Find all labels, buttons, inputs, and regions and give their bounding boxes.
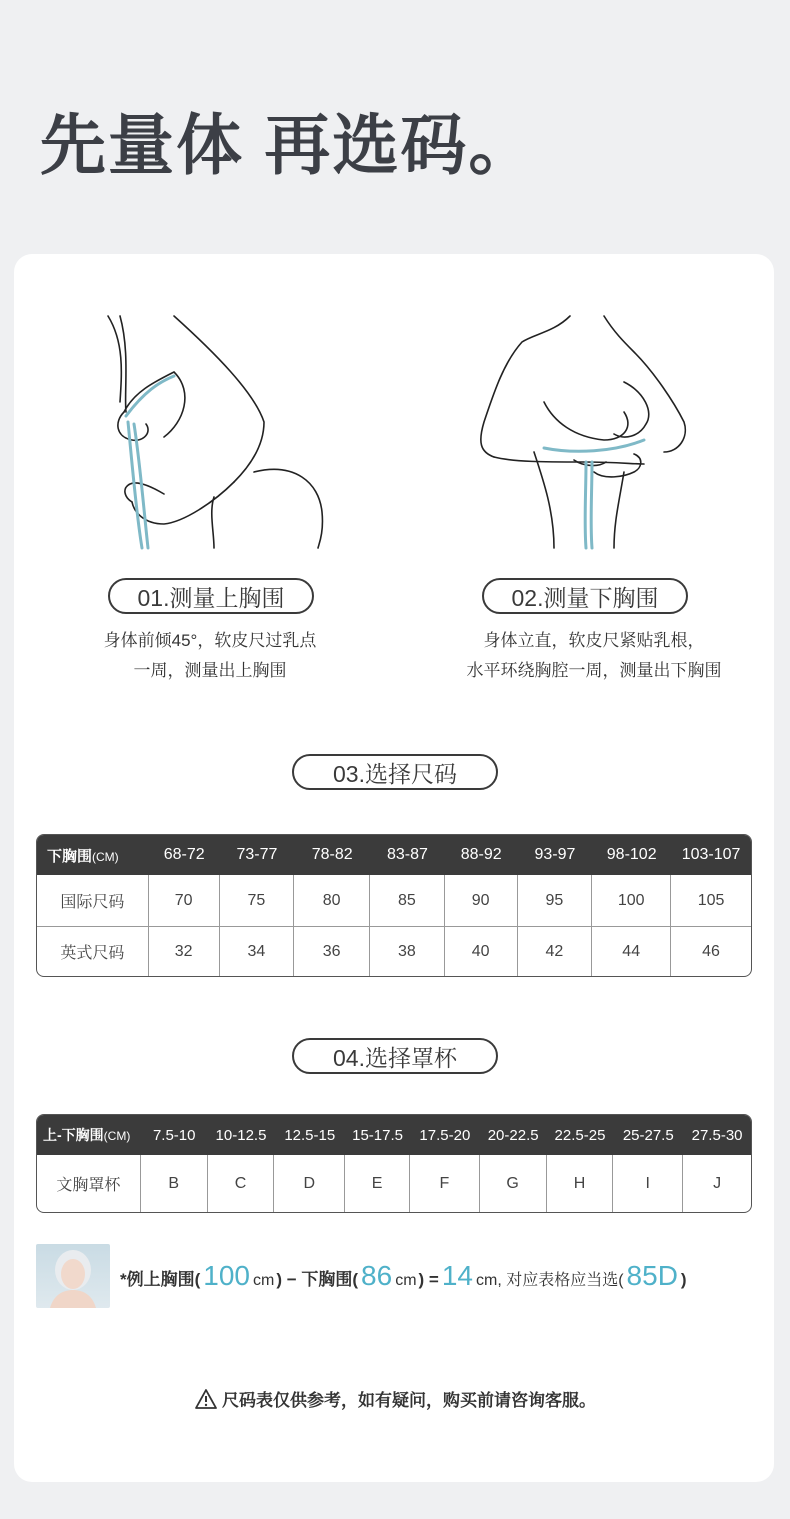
- table-cell: C: [208, 1155, 275, 1212]
- table-cell: I: [613, 1155, 683, 1212]
- example-eq: ) =: [418, 1270, 439, 1289]
- example-calculation: [36, 1244, 687, 1308]
- warning-icon: [194, 1388, 218, 1410]
- example-upper-value: 100: [203, 1260, 250, 1291]
- table-cell: 75: [220, 875, 295, 927]
- table-cell: J: [713, 1174, 722, 1192]
- size-col: 78-82: [294, 835, 370, 875]
- size-col: 103-107: [671, 835, 751, 875]
- step-3-label: 03.选择尺码: [292, 754, 498, 790]
- disclaimer: [0, 1386, 790, 1411]
- page-headline: 先量体 再选码。: [40, 108, 537, 182]
- example-unit: cm: [253, 1272, 275, 1289]
- cup-col: 17.5-20: [410, 1115, 480, 1155]
- example-diff-value: 14: [441, 1260, 473, 1291]
- size-col: 88-92: [445, 835, 518, 875]
- table-cell: 90: [445, 875, 518, 927]
- cup-col: 22.5-25: [547, 1115, 614, 1155]
- cup-col: 10-12.5: [208, 1115, 275, 1155]
- row-label: 文胸罩杯: [37, 1155, 141, 1212]
- example-prefix: *例上胸围(: [120, 1270, 201, 1289]
- table-cell: B: [141, 1155, 208, 1212]
- cup-col: 15-17.5: [345, 1115, 410, 1155]
- table-cell: 38: [370, 927, 445, 976]
- size-col: 98-102: [592, 835, 671, 875]
- step-1-description: 身体前倾45°，软皮尺过乳点 一周，测量出上胸围: [103, 631, 317, 680]
- table-cell: 85: [370, 875, 445, 927]
- table-cell: G: [480, 1155, 547, 1212]
- cup-col: 12.5-15: [274, 1115, 345, 1155]
- example-lower-value: 86: [361, 1260, 393, 1291]
- table-cell: 80: [294, 875, 370, 927]
- cup-header-title: 上-下胸围(CM): [37, 1115, 141, 1155]
- table-cell: 40: [445, 927, 518, 976]
- step-1-label: 01.测量上胸围: [108, 578, 314, 614]
- cup-table: [36, 1114, 752, 1213]
- table-cell: 32: [149, 927, 220, 976]
- step-2-description: 身体立直，软皮尺紧贴乳根， 水平环绕胸腔一周，测量出下胸围: [466, 631, 722, 680]
- table-cell: 105: [671, 875, 751, 927]
- size-col: 83-87: [370, 835, 445, 875]
- table-cell: 70: [149, 875, 220, 927]
- size-col: 93-97: [518, 835, 593, 875]
- size-col: 68-72: [149, 835, 220, 875]
- example-close: ): [680, 1270, 687, 1289]
- table-cell: 42: [518, 927, 593, 976]
- table-cell: 36: [294, 927, 370, 976]
- table-cell: D: [274, 1155, 345, 1212]
- size-header-title: 下胸围(CM): [37, 835, 149, 875]
- model-avatar: [36, 1244, 110, 1308]
- size-table: [36, 834, 752, 977]
- table-cell: 44: [592, 927, 671, 976]
- table-row: [37, 927, 751, 976]
- table-row: [37, 1155, 751, 1212]
- disclaimer-text: 尺码表仅供参考，如有疑问，购买前请咨询客服。: [222, 1391, 596, 1410]
- table-cell: 95: [518, 875, 593, 927]
- example-middle: ) − 下胸围(: [276, 1270, 359, 1289]
- cup-table-header: [37, 1115, 751, 1155]
- row-label: 英式尺码: [37, 927, 149, 976]
- size-table-header: [37, 835, 751, 875]
- example-suffix: cm, 对应表格应当选(: [475, 1272, 624, 1289]
- table-cell: E: [345, 1155, 410, 1212]
- size-col: 73-77: [220, 835, 295, 875]
- example-unit: cm: [395, 1272, 417, 1289]
- table-cell: F: [410, 1155, 480, 1212]
- table-row: [37, 875, 751, 927]
- measure-upper-bust-illustration: [104, 312, 334, 552]
- table-cell: 100: [592, 875, 671, 927]
- cup-col: 25-27.5: [613, 1115, 683, 1155]
- table-cell: H: [547, 1155, 614, 1212]
- step-4-label: 04.选择罩杯: [292, 1038, 498, 1074]
- cup-col: 7.5-10: [141, 1115, 208, 1155]
- step-2-label: 02.测量下胸围: [482, 578, 688, 614]
- measure-under-bust-illustration: [474, 312, 704, 552]
- example-result: 85D: [626, 1260, 678, 1291]
- cup-col: 20-22.5: [480, 1115, 547, 1155]
- table-cell: 46: [702, 942, 720, 960]
- table-cell: 34: [220, 927, 295, 976]
- cup-col: 27.5-30: [683, 1115, 751, 1155]
- row-label: 国际尺码: [37, 875, 149, 927]
